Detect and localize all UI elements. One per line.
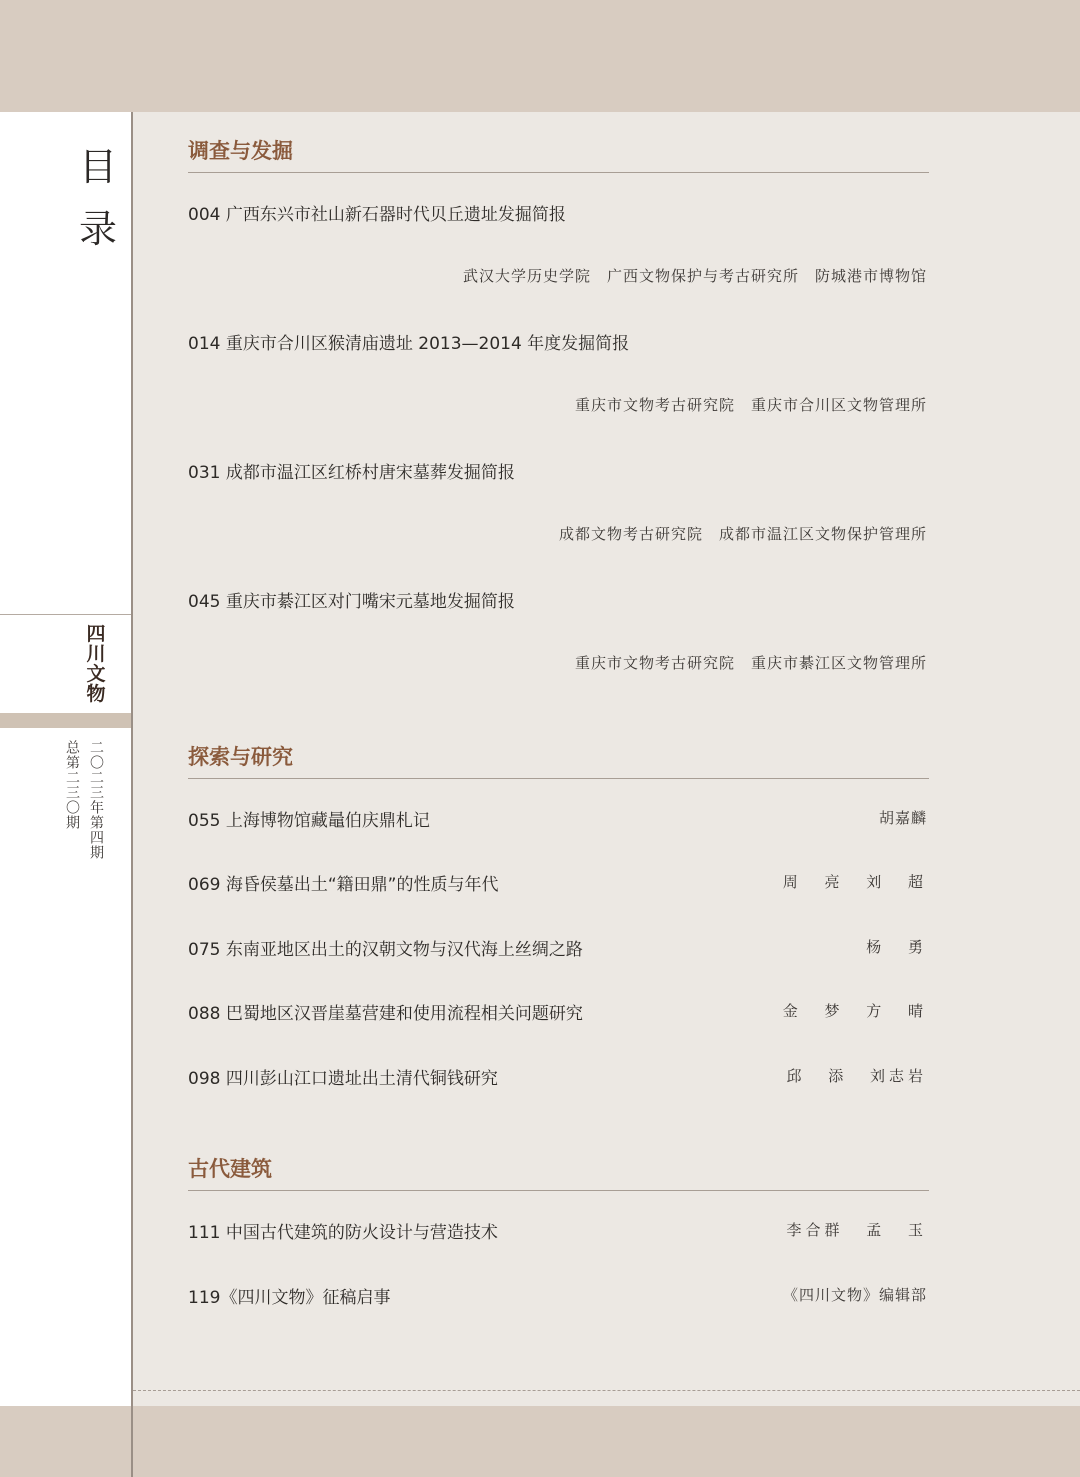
entry-authors: 杨 勇 xyxy=(866,938,927,956)
section-title: 探索与研究 xyxy=(188,745,293,769)
entry-title[interactable]: 069 海昏侯墓出土“籍田鼎”的性质与年代 xyxy=(188,875,499,895)
entry-authors: 重庆市文物考古研究院 重庆市合川区文物管理所 xyxy=(574,396,927,414)
entry-authors: 金 梦 方 晴 xyxy=(782,1002,927,1020)
entry-authors: 重庆市文物考古研究院 重庆市綦江区文物管理所 xyxy=(574,654,927,672)
toc-title-char-2: 录 xyxy=(78,207,117,251)
toc-title-char-1: 目 xyxy=(78,145,117,189)
entry-authors: 《四川文物》编辑部 xyxy=(782,1286,927,1304)
entry-authors: 胡嘉麟 xyxy=(878,809,927,827)
section-title: 古代建筑 xyxy=(188,1157,272,1181)
entry-title[interactable]: 088 巴蜀地区汉晋崖墓营建和使用流程相关问题研究 xyxy=(188,1004,583,1024)
entry-authors: 李合群 孟 玉 xyxy=(786,1221,927,1239)
entry-authors: 成都文物考古研究院 成都市温江区文物保护管理所 xyxy=(558,525,927,543)
logo-char: 文 xyxy=(86,663,106,685)
entry-title[interactable]: 045 重庆市綦江区对门嘴宋元墓地发掘简报 xyxy=(188,592,515,612)
entry-title[interactable]: 055 上海博物馆藏鼂伯庆鼎札记 xyxy=(188,811,430,831)
logo-char: 物 xyxy=(86,683,106,705)
logo-char: 四 xyxy=(86,623,106,645)
section-rule xyxy=(188,778,929,779)
entry-title[interactable]: 111 中国古代建筑的防火设计与营造技术 xyxy=(188,1223,498,1243)
entry-title[interactable]: 119《四川文物》征稿启事 xyxy=(188,1288,391,1308)
issue-label: 二〇二三年第四期 xyxy=(88,740,104,860)
entry-title[interactable]: 031 成都市温江区红桥村唐宋墓葬发掘简报 xyxy=(188,463,515,483)
logo-char: 川 xyxy=(86,643,106,665)
entry-authors: 邱 添 刘志岩 xyxy=(786,1067,927,1085)
sidebar-divider xyxy=(131,112,133,1477)
logo-divider xyxy=(0,614,131,615)
entry-title[interactable]: 014 重庆市合川区猴清庙遗址 2013—2014 年度发掘简报 xyxy=(188,334,630,354)
journal-logo xyxy=(78,624,114,706)
entry-title[interactable]: 075 东南亚地区出土的汉朝文物与汉代海上丝绸之路 xyxy=(188,940,583,960)
bottom-dashed-rule xyxy=(133,1390,1080,1391)
entry-title[interactable]: 004 广西东兴市社山新石器时代贝丘遗址发掘简报 xyxy=(188,205,566,225)
entry-authors: 周 亮 刘 超 xyxy=(782,873,927,891)
top-band xyxy=(0,0,1080,112)
section-rule xyxy=(188,172,929,173)
section-title: 调查与发掘 xyxy=(188,139,293,163)
total-issue-label: 总第二三〇期 xyxy=(64,740,80,830)
entry-title[interactable]: 098 四川彭山江口遗址出土清代铜钱研究 xyxy=(188,1069,498,1089)
bottom-band xyxy=(0,1406,1080,1477)
section-rule xyxy=(188,1190,929,1191)
logo-band xyxy=(0,713,131,728)
entry-authors: 武汉大学历史学院 广西文物保护与考古研究所 防城港市博物馆 xyxy=(462,267,927,285)
